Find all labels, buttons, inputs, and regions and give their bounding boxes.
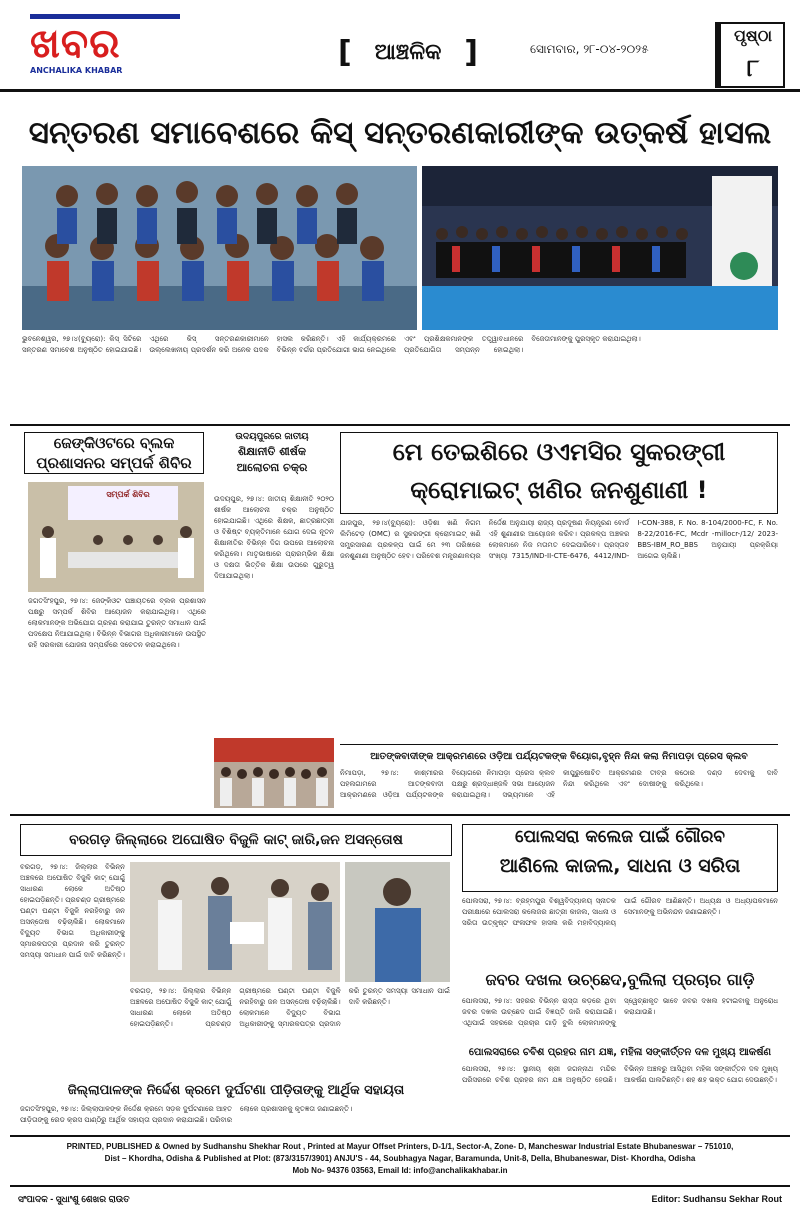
camp-banner-text: ସମ୍ପର୍କ ଶିବିର (106, 490, 150, 499)
story6-headline[interactable]: ବରଗଡ଼ ଜିଲ୍ଲାରେ ଅଘୋଷିତ ବିଜୁଳି କାଟ୍ ଜାରି,ଜନ ଅସନ୍ତୋଷ (20, 824, 452, 856)
story6-body-continued: ବରଗଡ଼, ୨୭।୪: ଜିଲ୍ଲାର ବିଭିନ୍ନ ଅଞ୍ଚଳରେ ଅଘୋଷିତ ବିଜୁଳି କାଟ୍ ଯୋଗୁଁ ସାଧାରଣ ଲୋକେ ଅତିଷ୍ଠ ହୋଇପଡ଼ିଛନ୍ତି। ପ୍ରଚଣ୍ଡ ଗ୍ରୀଷ୍ମରେ ଘଣ୍ଟା ଘଣ୍ଟା ବିଜୁଳି ନରହିବାରୁ ଜନ ଅସନ୍ତୋଷ ବଢ଼ିଚାଲିଛି। ଲୋକମାନେ ବିଦ୍ୟୁତ ବିଭାଗ ଅଧିକାରୀଙ୍କୁ ସ୍ମାରକପତ୍ର ପ୍ରଦାନ କରି ତୁରନ୍ତ ସମସ୍ୟା ସମାଧାନ ପାଇଁ ଦାବି କରିଛନ୍ତି। (130, 987, 450, 1028)
editor-english: Editor: Sudhansu Sekhar Rout (651, 1194, 782, 1204)
divider (10, 424, 790, 426)
story6-body: ବରଗଡ଼, ୨୭।୪: ଜିଲ୍ଲାର ବିଭିନ୍ନ ଅଞ୍ଚଳରେ ଅଘୋଷିତ ବିଜୁଳି କାଟ୍ ଯୋଗୁଁ ସାଧାରଣ ଲୋକେ ଅତିଷ୍ଠ ହୋଇପଡ଼ିଛନ୍ତି। ପ୍ରଚଣ୍ଡ ଗ୍ରୀଷ୍ମରେ ଘଣ୍ଟା ଘଣ୍ଟା ବିଜୁଳି ନରହିବାରୁ ଜନ ଅସନ୍ତୋଷ ବଢ଼ିଚାଲିଛି। ଲୋକମାନେ ବିଦ୍ୟୁତ ବିଭାଗ ଅଧିକାରୀଙ୍କୁ ସ୍ମାରକପତ୍ର ପ୍ରଦାନ କରି ତୁରନ୍ତ ସମସ୍ୟା ସମାଧାନ ପାଇଁ ଦାବି କରିଛନ୍ତି। (20, 863, 125, 959)
divider (340, 744, 778, 745)
story4-body: ଯାଜପୁର, ୨୭।୪(ବ୍ୟୁରୋ): ଓଡ଼ିଶା ଖଣି ନିଗମ ଲିମିଟେଡ଼ (OMC) ର ସୁକରଙ୍ଗୀ କ୍ରୋମାଇଟ୍ ଖଣି ସମ୍ପ୍ରସାରଣ ପ୍ରକଳ୍ପ ପାଇଁ ମେ ୨୩ ତାରିଖରେ ଜନଶୁଣାଣୀ ଅନୁଷ୍ଠିତ ହେବ। ପରିବେଶ ମନ୍ତ୍ରଣାଳୟର ନିର୍ଦ୍ଦେଶ ଅନୁଯାୟୀ ରାଜ୍ୟ ପ୍ରଦୂଷଣ ନିୟନ୍ତ୍ରଣ ବୋର୍ଡ ଏହି ଶୁଣାଣୀର ଆୟୋଜନ କରିବ। ପ୍ରକଳ୍ପ ଅଞ୍ଚଳର ଲୋକମାନେ ନିଜ ମତାମତ ଦେଇପାରିବେ। ପ୍ରସ୍ତାବ ସଂଖ୍ୟା 7315/IND-II-CTE-6476, 4412/IND-I-CON-388, F. No. 8-104/2000-FC, F. No. 8-22/2016-FC, Mcdr -millocr-/12/ 2023-BBS-IBM_RO_BBS ଅନୁଯାୟୀ ପ୍ରକ୍ରିୟା ଆଗେଇ ଚାଲିଛି। (340, 519, 778, 560)
page-label: ପୃଷ୍ଠା (733, 26, 773, 45)
memorandum-photo[interactable] (130, 862, 340, 982)
story3-headline-line2[interactable]: ଶିକ୍ଷାନୀତି ଶୀର୍ଷକ (237, 445, 307, 458)
story9-body: ପୋଲସରା, ୨୭।୪: ସ୍ଥାନୀୟ ଶ୍ରୀ ଜଗନ୍ନାଥ ମନ୍ଦିର ପରିସରରେ ଚବିଶ ପ୍ରହର ନାମ ଯଜ୍ଞ ଅନୁଷ୍ଠିତ ହେଉଛି। ବିଭିନ୍ନ ଅଞ୍ଚଳରୁ ଆସିଥିବା ମହିଳା ସଙ୍କୀର୍ତ୍ତନ ଦଳ ମୁଖ୍ୟ ଆକର୍ଷଣ ପାଲଟିଛନ୍ତି। ଶହ ଶହ ଭକ୍ତ ଯୋଗ ଦେଉଛନ୍ତି। (462, 1065, 778, 1084)
story9-headline[interactable]: ପୋଲସରାରେ ଚବିଶ ପ୍ରହର ନାମ ଯଜ୍ଞ, ମହିଳା ସଙ୍କୀର୍ତ୍ତନ ଦଳ ମୁଖ୍ୟ ଆକର୍ଷଣ (468, 1047, 772, 1058)
section-label: ଆଞ୍ଚଳିକ (374, 40, 442, 65)
story8-body: ପୋଲସରା, ୨୭।୪: ସହରର ବିଭିନ୍ନ ରାସ୍ତା କଡ଼ରେ ଥିବା ଜବର ଦଖଲ ଉଚ୍ଛେଦ ପାଇଁ ବିଜ୍ଞପ୍ତି ଜାରି କରାଯାଇଛି। ଏଥିପାଇଁ ସହରରେ ପ୍ରଚାର ଗାଡ଼ି ବୁଲି ଲୋକମାନଙ୍କୁ ସ୍ୱେଚ୍ଛାକୃତ ଭାବେ ଜବର ଦଖଲ ହଟାଇବାକୁ ଅନୁରୋଧ କରାଯାଉଛି। (462, 997, 778, 1027)
story7-headline-line2[interactable]: ଆଣିଲେ କାଜଲ, ସାଧନା ଓ ସରିତା (499, 855, 741, 877)
story4-headline-box (340, 432, 778, 514)
story7-body: ପୋଲସରା, ୨୭।୪: ବ୍ରହ୍ମପୁର ବିଶ୍ୱବିଦ୍ୟାଳୟ ସ୍ନାତକ ପରୀକ୍ଷାରେ ପୋଲସରା କଲେଜର ଛାତ୍ରୀ କାଜଲ, ସାଧନା ଓ ସରିତା ଉତ୍କୃଷ୍ଟ ଫଳାଫଳ ହାସଲ କରି ମହାବିଦ୍ୟାଳୟ ପାଇଁ ଗୌରବ ଆଣିଛନ୍ତି। ଅଧ୍ୟକ୍ଷ ଓ ଅଧ୍ୟାପକମାନେ ସେମାନଙ୍କୁ ଅଭିନନ୍ଦନ ଜଣାଇଛନ୍ତି। (462, 897, 778, 927)
story10-headline[interactable]: ଜିଲ୍ଲାପାଳଙ୍କ ନିର୍ଦ୍ଦେଶ କ୍ରମେ ଦୁର୍ଘଟଣା ପୀଡ଼ିତାଙ୍କୁ ଆର୍ଥିକ ସହାୟତା (67, 1083, 405, 1098)
logo-text: ଖବର (30, 14, 180, 64)
swimming-pool-photo[interactable] (422, 166, 778, 330)
imprint-line3: Mob No- 94376 03563, Email Id: info@anchalikakhabar.in (292, 1166, 508, 1175)
dateline: ସୋମବାର, ୨୮-୦୪-୨୦୨୫ (530, 42, 649, 56)
camp-photo[interactable] (28, 482, 204, 592)
imprint-footer (10, 1135, 790, 1187)
story4-headline-line1[interactable]: ମେ ତେଇଶିରେ ଓଏମସିର ସୁକରଙ୍ଗୀ (392, 438, 726, 466)
story1-headline[interactable]: ସନ୍ତରଣ ସମାବେଶରେ କିସ୍ ସନ୍ତରଣକାରୀଙ୍କ ଉତ୍କର୍ଷ ହାସଲ (28, 115, 772, 151)
page-number-box (715, 22, 785, 88)
official-photo[interactable] (345, 862, 450, 982)
story2-headline-line1[interactable]: ଜେଙ୍କିଓଟରେ ବ୍ଲକ (53, 434, 175, 452)
imprint-line1: PRINTED, PUBLISHED & Owned by Sudhanshu Shekhar Rout , Printed at Mayur Offset Printers, D-1/1, Sector-A, Zone- D, Mancheswar Industrial Estate Bhubaneswar – 751010, (66, 1142, 734, 1151)
masthead (0, 0, 800, 92)
story10-body: ଜଗତସିଂହପୁର, ୨୭।୪: ଜିଲ୍ଲାପାଳଙ୍କ ନିର୍ଦ୍ଦେଶ କ୍ରମେ ସଡ଼କ ଦୁର୍ଘଟଣାରେ ଆହତ ପୀଡ଼ିତାଙ୍କୁ ରେଡ କ୍ରସ ପାଣ୍ଠିରୁ ଆର୍ଥିକ ସହାୟତା ପ୍ରଦାନ କରାଯାଇଛି। ପରିବାର ଲୋକେ ପ୍ରଶାସନକୁ କୃତଜ୍ଞତା ଜଣାଇଛନ୍ତି। (20, 1105, 353, 1124)
imprint-line2: Dist – Khordha, Odisha & Published at Plot: (873/3157/3901) ANJU'S - 44, Soubhagya Nagar, Baramunda, Unit-8, Della, Bhubaneswar, Dist- Khordha, Odisha (104, 1154, 696, 1163)
logo-subtitle: ANCHALIKA KHABAR (30, 66, 123, 75)
seminar-photo[interactable] (214, 738, 334, 808)
editor-line (10, 1189, 790, 1209)
story3-headline-line1[interactable]: ଉଦୟପୁରରେ ଜାତୀୟ (235, 432, 309, 442)
story1-body: ଭୁବନେଶ୍ୱର, ୨୭।୪(ବ୍ୟୁରୋ): କିସ୍ ସିଟିରେ ସନ୍ତରଣ ସମାବେଶ ଅନୁଷ୍ଠିତ ହୋଇଯାଇଛି। ଏଥିରେ କିସ୍ ସନ୍ତରଣକାରୀମାନେ ଉଲ୍ଲେଖନୀୟ ପ୍ରଦର୍ଶନ କରି ଅନେକ ପଦକ ହାସଲ କରିଛନ୍ତି। ଏହି କାର୍ଯ୍ୟକ୍ରମରେ ବିଭିନ୍ନ ବର୍ଗର ପ୍ରତିଯୋଗୀ ଭାଗ ନେଇଥିଲେ ଏବଂ ପ୍ରଶିକ୍ଷକମାନଙ୍କ ତତ୍ତ୍ୱାବଧାନରେ ପ୍ରତିଯୋଗିତା ସମ୍ପନ୍ନ ହୋଇଥିଲା। ବିଜେତାମାନଙ୍କୁ ପୁରସ୍କୃତ କରାଯାଇଥିଲା। (22, 335, 641, 354)
story8-headline[interactable]: ଜବର ଦଖଲ ଉଚ୍ଛେଦ,ବୁଲିଲା ପ୍ରଚାର ଗାଡ଼ି (485, 970, 755, 989)
story3-headline (214, 430, 330, 490)
story5-headline[interactable]: ଆତଙ୍କବାଦୀଙ୍କ ଆକ୍ରମଣରେ ଓଡ଼ିଆ ପର୍ଯ୍ୟଟକଙ୍କ ବିୟୋଗ,ବୃହ୍ନ ନିନ୍ଦା କଲା ନିମାପଡ଼ା ପ୍ରେସ କ୍ଲବ (370, 751, 748, 762)
story2-body: ଜଗତସିଂହପୁର, ୨୭।୪: ଜେଙ୍କିଓଟ ପଞ୍ଚାୟତରେ ବ୍ଲକ ପ୍ରଶାସନ ପକ୍ଷରୁ ସମ୍ପର୍କ ଶିବିର ଆୟୋଜନ କରାଯାଇଥିଲା। ଏଥିରେ ଲୋକମାନଙ୍କ ଅଭିଯୋଗ ଗ୍ରହଣ କରାଯାଇ ତୁରନ୍ତ ସମାଧାନ ପାଇଁ ପଦକ୍ଷେପ ନିଆଯାଇଥିଲା। ବିଭିନ୍ନ ବିଭାଗର ଅଧିକାରୀମାନେ ଉପସ୍ଥିତ ରହି ସରକାରୀ ଯୋଜନା ସମ୍ପର୍କରେ ସଚେତନ କରାଇଥିଲେ। (28, 597, 206, 649)
story3-headline-line3[interactable]: ଆଲୋଚନା ଚକ୍ର (236, 461, 308, 474)
divider (10, 814, 790, 816)
editor-odia: ସଂପାଦକ - ସୁଧାଂଶୁ ଶେଖର ରାଉତ (18, 1194, 130, 1204)
page-number: ୮ (746, 54, 760, 82)
story7-headline-box (462, 824, 778, 892)
section-title: [ ଆଞ୍ଚଳିକ ] (338, 35, 478, 70)
swimmers-group-photo[interactable] (22, 166, 417, 330)
story4-headline-line2[interactable]: କ୍ରୋମାଇଟ୍ ଖଣିର ଜନଶୁଣାଣୀ ! (410, 476, 708, 504)
story2-headline-box (24, 432, 204, 474)
story5-body: ନିମାପଡ଼ା, ୨୭।୪: କାଶ୍ମୀରର ପହଲଗାମରେ ଆତଙ୍କବାଦୀ ଆକ୍ରମଣରେ ଓଡ଼ିଆ ପର୍ଯ୍ୟଟକଙ୍କ ବିୟୋଗରେ ନିମାପଡ଼ା ପ୍ରେସ କ୍ଲବ ପକ୍ଷରୁ ଶ୍ରଦ୍ଧାଞ୍ଜଳି ସଭା ଆୟୋଜନ କରାଯାଇଥିଲା। ସଭ୍ୟମାନେ ଏହି କାପୁରୁଷୋଚିତ ଆକ୍ରମଣର ତୀବ୍ର ନିନ୍ଦା କରିଥିଲେ ଏବଂ ଦୋଷୀଙ୍କୁ କଠୋର ଦଣ୍ଡ ଦେବାକୁ ଦାବି କରିଥିଲେ। (340, 769, 778, 799)
story7-headline-line1[interactable]: ପୋଲସରା କଲେଜ ପାଇଁ ଗୌରବ (514, 827, 726, 847)
story3-body: ଉଦୟପୁର, ୨୭।୪: ଜାତୀୟ ଶିକ୍ଷାନୀତି ୨୦୨୦ ଶୀର୍ଷକ ଆଲୋଚନା ଚକ୍ର ଅନୁଷ୍ଠିତ ହୋଇଯାଇଛି। ଏଥିରେ ଶିକ୍ଷକ, ଛାତ୍ରଛାତ୍ରୀ ଓ ବିଶିଷ୍ଟ ବ୍ୟକ୍ତିମାନେ ଯୋଗ ଦେଇ ନୂତନ ଶିକ୍ଷାନୀତିର ବିଭିନ୍ନ ଦିଗ ଉପରେ ଆଲୋଚନା କରିଥିଲେ। ମାତୃଭାଷାରେ ପ୍ରାରମ୍ଭିକ ଶିକ୍ଷା ଓ ଦକ୍ଷତା ଭିତ୍ତିକ ଶିକ୍ଷା ଉପରେ ଗୁରୁତ୍ୱ ଦିଆଯାଇଥିଲା। (214, 495, 334, 580)
newspaper-logo[interactable] (30, 14, 180, 80)
story2-headline-line2[interactable]: ପ୍ରଶାସନର ସମ୍ପର୍କ ଶିବିର (36, 454, 192, 472)
